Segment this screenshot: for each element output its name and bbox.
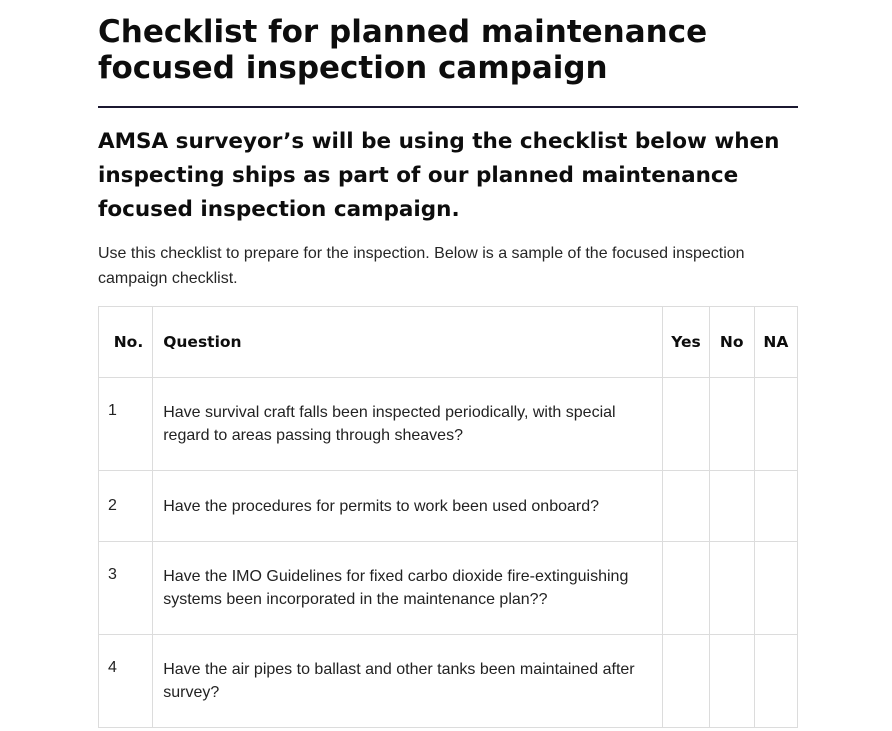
table-row <box>99 542 798 635</box>
header-no: No. <box>99 307 153 378</box>
no-cell[interactable] <box>709 378 754 471</box>
na-cell[interactable] <box>754 635 797 728</box>
header-yes: Yes <box>663 307 709 378</box>
row-number-cell <box>99 635 153 728</box>
intro-paragraph: Use this checklist to prepare for the inspection. Below is a sample of the focused inspection campaign checklist. <box>98 245 745 287</box>
row-number: 2 <box>108 497 117 514</box>
na-cell[interactable] <box>754 542 797 635</box>
question-cell: Have the air pipes to ballast and other tanks been maintained after survey? <box>153 635 663 728</box>
row-number: 1 <box>108 402 117 419</box>
header-no-answer: No <box>709 307 754 378</box>
no-cell[interactable] <box>709 635 754 728</box>
question-cell: Have survival craft falls been inspected periodically, with special regard to areas passing through sheaves? <box>153 378 663 471</box>
na-cell[interactable] <box>754 471 797 542</box>
no-cell[interactable] <box>709 542 754 635</box>
row-number-cell <box>99 471 153 542</box>
no-cell[interactable] <box>709 471 754 542</box>
yes-cell[interactable] <box>663 635 709 728</box>
title-divider <box>98 106 798 108</box>
page-content <box>98 0 798 291</box>
row-number-cell <box>99 542 153 635</box>
table-row <box>99 378 798 471</box>
table-row <box>99 471 798 542</box>
yes-cell[interactable] <box>663 378 709 471</box>
page-title: Checklist for planned maintenance focused inspection campaign <box>98 14 708 86</box>
row-number: 4 <box>108 659 117 676</box>
table-row <box>99 635 798 728</box>
checklist-table <box>98 306 798 728</box>
question-cell: Have the procedures for permits to work been used onboard? <box>153 471 663 542</box>
na-cell[interactable] <box>754 378 797 471</box>
question-cell: Have the IMO Guidelines for fixed carbo dioxide fire-extinguishing systems been incorporated in the maintenance plan?? <box>153 542 663 635</box>
header-na: NA <box>754 307 797 378</box>
yes-cell[interactable] <box>663 542 709 635</box>
yes-cell[interactable] <box>663 471 709 542</box>
subheading: AMSA surveyor’s will be using the checklist below when inspecting ships as part of our planned maintenance focused inspection campaign. <box>98 129 780 222</box>
row-number-cell <box>99 378 153 471</box>
header-question: Question <box>153 307 663 378</box>
row-number: 3 <box>108 566 117 583</box>
table-header-row <box>99 307 798 378</box>
